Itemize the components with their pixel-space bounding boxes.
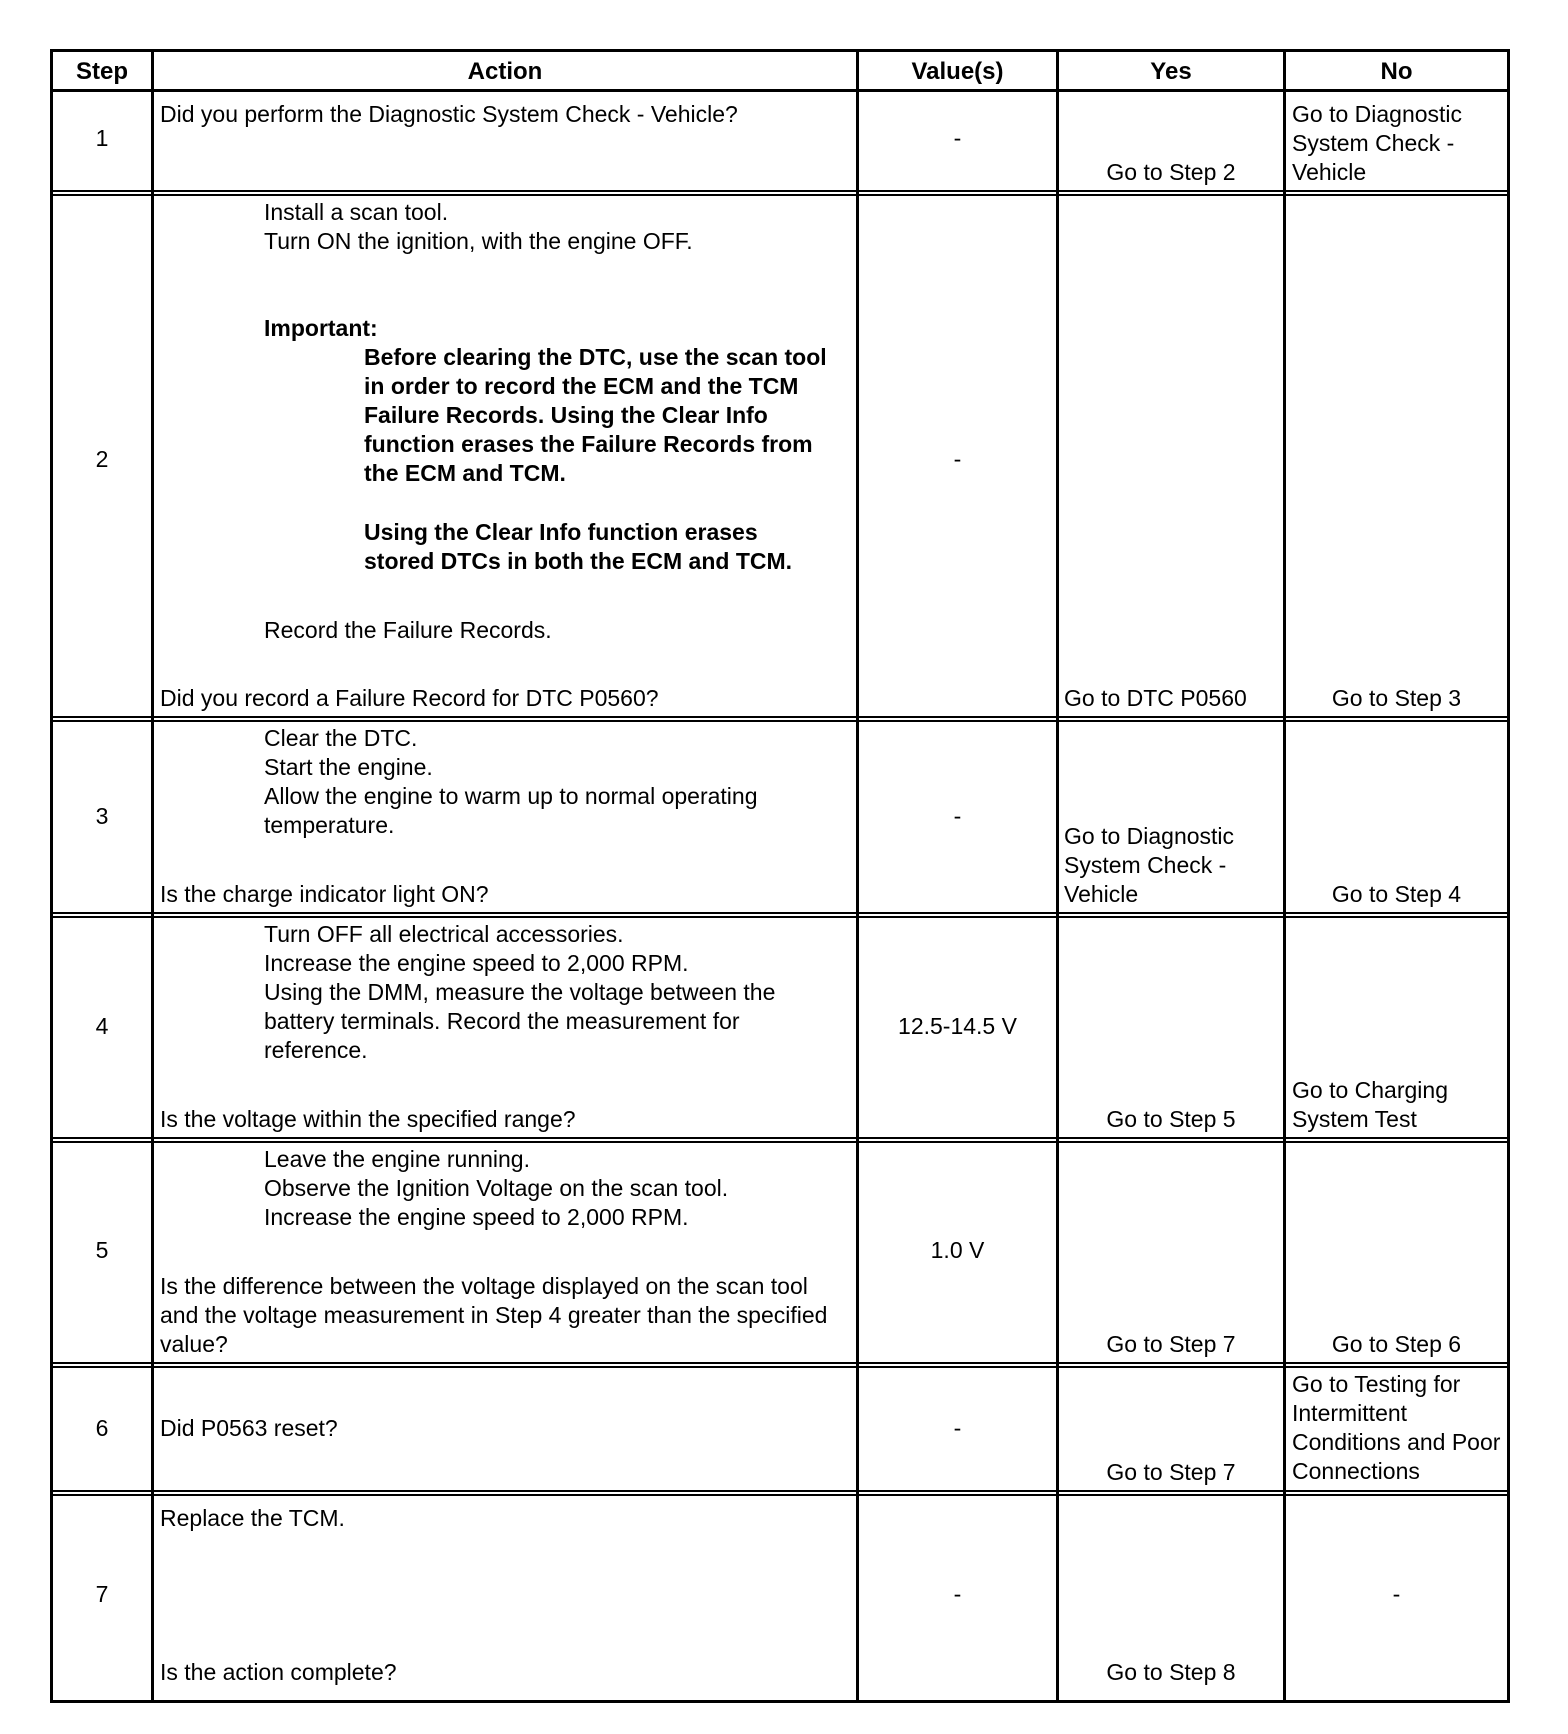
header-no: No	[1380, 58, 1413, 85]
step-number: 7	[95, 1581, 109, 1607]
action-item: Increase the engine speed to 2,000 RPM.	[264, 950, 689, 976]
step-number: 1	[95, 125, 109, 151]
yes-cell: Go to Step 7	[1106, 1459, 1236, 1485]
yes-cell: Go to Step 7	[1106, 1331, 1236, 1357]
row-divider	[53, 916, 1507, 918]
row-divider	[53, 1490, 1507, 1492]
value-cell: -	[953, 125, 962, 151]
action-question: Did you record a Failure Record for DTC P0560?	[160, 685, 659, 711]
row-divider	[53, 1494, 1507, 1496]
yes-cell: Go to Diagnostic System Check - Vehicle	[1064, 823, 1235, 907]
yes-cell: Go to Step 8	[1106, 1659, 1236, 1685]
diagnostic-table	[50, 49, 1510, 1703]
no-cell: -	[1392, 1581, 1401, 1607]
action-item: Increase the engine speed to 2,000 RPM.	[264, 1204, 689, 1230]
row-divider	[53, 89, 1507, 92]
yes-cell: Go to DTC P0560	[1064, 685, 1247, 711]
action-steps	[160, 920, 850, 1065]
action-item: Observe the Ignition Voltage on the scan tool.	[264, 1175, 729, 1201]
column-divider	[151, 52, 154, 1700]
important-note: Using the Clear Info function erases stored DTCs in both the ECM and TCM.	[364, 519, 793, 574]
header-yes: Yes	[1150, 58, 1192, 85]
value-cell: 12.5-14.5 V	[898, 1013, 1017, 1039]
no-cell: Go to Step 6	[1331, 1331, 1462, 1357]
row-divider	[53, 1137, 1507, 1139]
action-question: Is the action complete?	[160, 1659, 397, 1685]
step-number: 3	[95, 803, 109, 829]
row-divider	[53, 1366, 1507, 1368]
action-question: Is the voltage within the specified range?	[160, 1106, 576, 1132]
action-item: Turn OFF all electrical accessories.	[264, 921, 624, 947]
action-item: Record the Failure Records.	[264, 617, 552, 643]
action-question: Did P0563 reset?	[160, 1415, 338, 1441]
step-number: 5	[95, 1237, 109, 1263]
action-item: Allow the engine to warm up to normal operating temperature.	[264, 783, 758, 838]
row-divider	[53, 1362, 1507, 1364]
header-action: Action	[467, 58, 543, 85]
action-item: Start the engine.	[264, 754, 433, 780]
no-cell: Go to Step 4	[1331, 881, 1462, 907]
action-steps	[160, 198, 850, 256]
header-values: Value(s)	[911, 58, 1004, 85]
row-divider	[53, 720, 1507, 722]
action-question: Is the difference between the voltage displayed on the scan tool and the voltage measurement in Step 4 greater than the specified value?	[160, 1273, 828, 1357]
no-cell: Go to Charging System Test	[1292, 1077, 1448, 1132]
step-number: 4	[95, 1013, 109, 1039]
no-cell: Go to Step 3	[1331, 685, 1462, 711]
action-steps	[160, 724, 850, 840]
action-question: Did you perform the Diagnostic System Check - Vehicle?	[160, 101, 738, 127]
row-divider	[53, 1141, 1507, 1143]
action-item: Leave the engine running.	[264, 1146, 530, 1172]
column-divider	[1056, 52, 1059, 1700]
yes-cell: Go to Step 2	[1106, 159, 1236, 185]
row-divider	[53, 194, 1507, 196]
header-step: Step	[75, 58, 128, 85]
no-cell: Go to Diagnostic System Check - Vehicle	[1292, 101, 1463, 185]
value-cell: -	[953, 446, 962, 472]
step-number: 2	[95, 446, 109, 472]
action-steps	[160, 1145, 850, 1232]
value-cell: -	[953, 803, 962, 829]
column-divider	[856, 52, 859, 1700]
column-divider	[1283, 52, 1286, 1700]
action-item: Install a scan tool.	[264, 199, 449, 225]
value-cell: 1.0 V	[930, 1237, 985, 1263]
value-cell: -	[953, 1415, 962, 1441]
action-item: Clear the DTC.	[264, 725, 418, 751]
row-divider	[53, 716, 1507, 718]
action-question: Is the charge indicator light ON?	[160, 881, 489, 907]
action-item: Turn ON the ignition, with the engine OFF.	[264, 228, 693, 254]
row-divider	[53, 912, 1507, 914]
important-note: Before clearing the DTC, use the scan tool in order to record the ECM and the TCM Failure Records. Using the Clear Info function erases the Failure Records from the ECM and TCM.	[364, 344, 827, 486]
yes-cell: Go to Step 5	[1106, 1106, 1236, 1132]
action-item: Replace the TCM.	[160, 1505, 345, 1531]
important-label: Important:	[264, 315, 378, 341]
step-number: 6	[95, 1415, 109, 1441]
value-cell: -	[953, 1581, 962, 1607]
row-divider	[53, 190, 1507, 192]
no-cell: Go to Testing for Intermittent Conditions and Poor Connections	[1292, 1371, 1501, 1484]
action-item: Using the DMM, measure the voltage between the battery terminals. Record the measurement for reference.	[264, 979, 776, 1063]
